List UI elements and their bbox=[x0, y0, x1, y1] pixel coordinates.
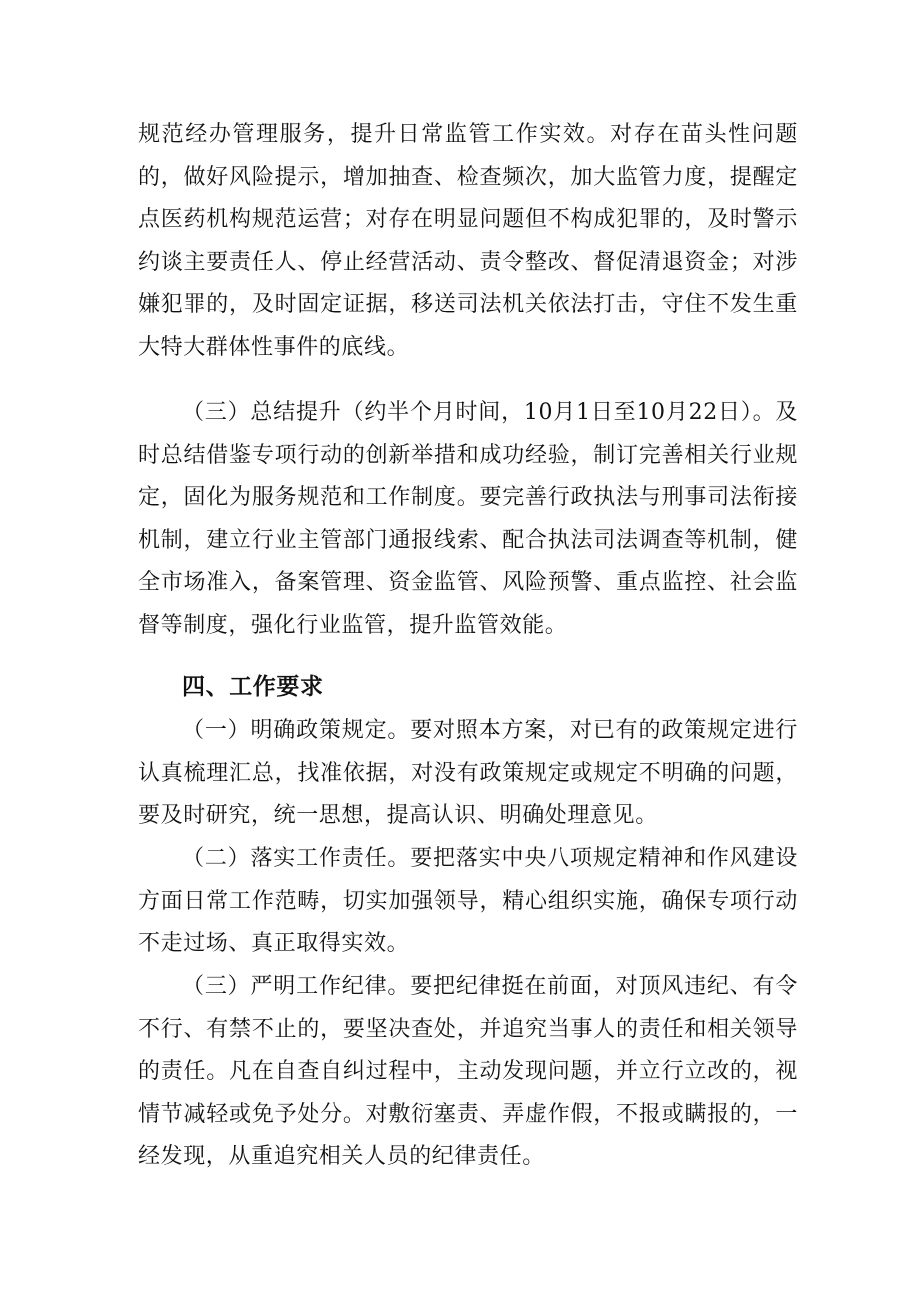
paragraph-policy-clarification: （一）明确政策规定。要对照本方案，对已有的政策规定进行认真梳理汇总，找准依据，对没有政策规定或规定不明确的问题，要及时研究，统一思想，提高认识、明确处理意见。 bbox=[138, 718, 798, 828]
section-heading-work-requirements: 四、工作要求 bbox=[182, 674, 324, 700]
paragraph-work-discipline: （三）严明工作纪律。要把纪律挺在前面，对顶风违纪、有令不行、有禁不止的，要坚决查处，并追究当事人的责任和相关领导的责任。凡在自查自纠过程中，主动发现问题，并立行立改的，视情节减轻或免予处分。对敷衍塞责、弄虚作假，不报或瞒报的，一经发现，从重追究相关人员的纪律责任。 bbox=[138, 974, 798, 1169]
paragraph-summary-stage: （三）总结提升（约半个月时间，10月1日至10月22日）。及时总结借鉴专项行动的创新举措和成功经验，制订完善相关行业规定，固化为服务规范和工作制度。要完善行政执法与刑事司法衔接机制，建立行业主管部门通报线索、配合执法司法调查等机制，健全市场准入，备案管理、资金监管、风险预警、重点监控、社会监督等制度，强化行业监管，提升监管效能。 bbox=[138, 400, 798, 638]
paragraph-supervision-measures: 规范经办管理服务，提升日常监管工作实效。对存在苗头性问题的，做好风险提示，增加抽查、检查频次，加大监管力度，提醒定点医药机构规范运营；对存在明显问题但不构成犯罪的，及时警示约谈主要责任人、停止经营活动、责令整改、督促清退资金；对涉嫌犯罪的，及时固定证据，移送司法机关依法打击，守住不发生重大特大群体性事件的底线。 bbox=[138, 122, 798, 360]
paragraph-work-responsibility: （二）落实工作责任。要把落实中央八项规定精神和作风建设方面日常工作范畴，切实加强领导，精心组织实施，确保专项行动不走过场、真正取得实效。 bbox=[138, 846, 798, 956]
